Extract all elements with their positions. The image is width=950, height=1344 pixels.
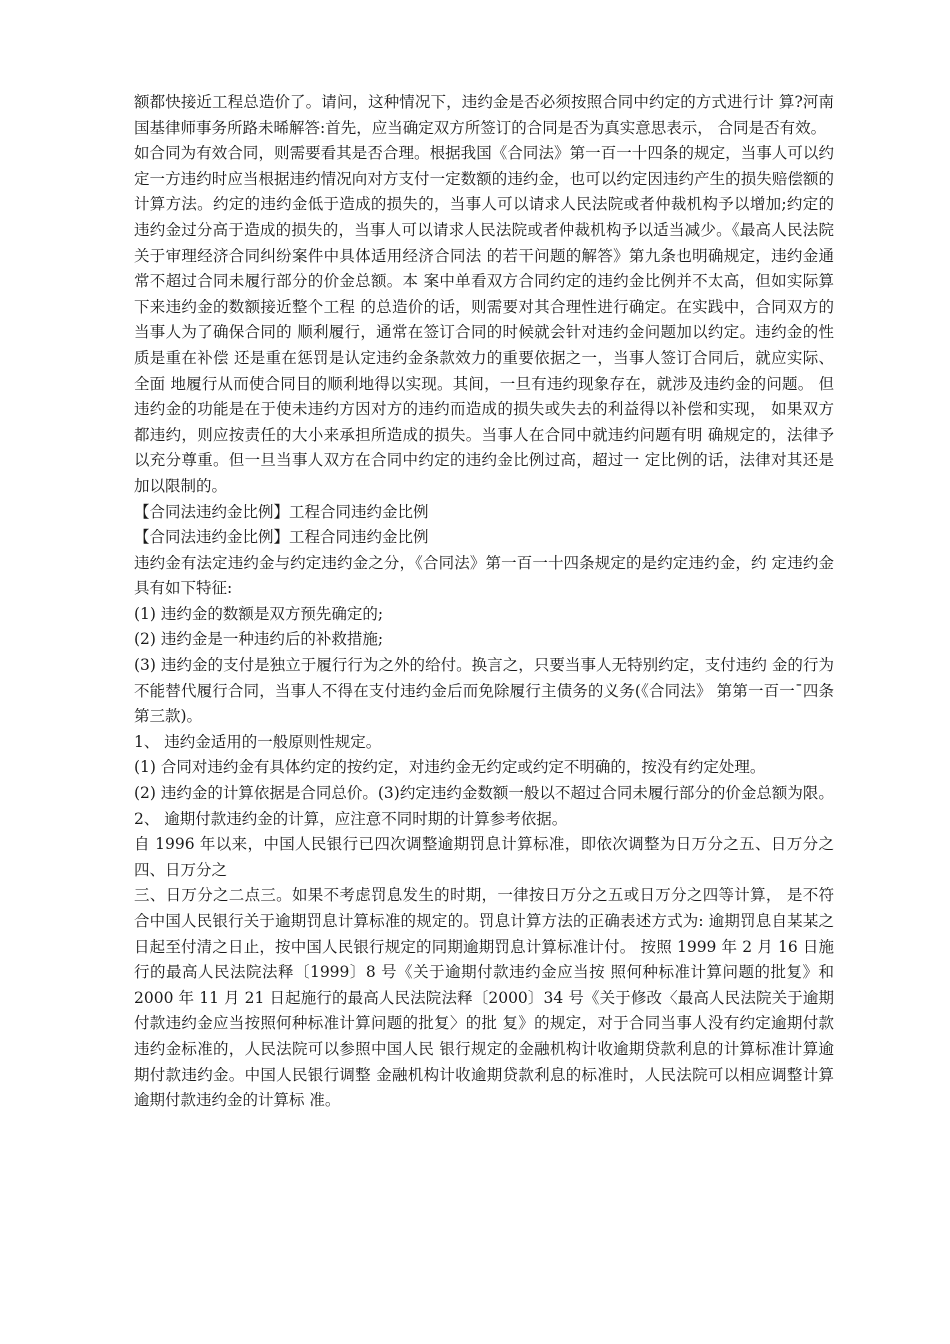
list-item: (3) 违约金的支付是独立于履行行为之外的给付。换言之，只要当事人无特别约定，支付违约 金的行为不能替代履行合同，当事人不得在支付违约金后而免除履行主债务的义务(《合同法》 第第一百一ˉ四条第三款)。	[134, 656, 834, 726]
list-item: (1) 违约金的数额是双方预先确定的;	[134, 604, 384, 623]
paragraph: 自 1996 年以来，中国人民银行已四次调整逾期罚息计算标准，即依次调整为日万分之五、日万分之四、日万分之	[134, 835, 834, 879]
numbered-heading: 1、 违约金适用的一般原则性规定。	[134, 732, 382, 751]
paragraph: 额都快接近工程总造价了。请问，这种情况下，违约金是否必须按照合同中约定的方式进行计 算?河南国基律师事务所路未晞解答:首先，应当确定双方所签订的合同是否为真实意思表示， 合同是否有效。	[134, 93, 834, 137]
paragraph: 违约金有法定违约金与约定违约金之分，《合同法》第一百一十四条规定的是约定违约金，约 定违约金具有如下特征:	[134, 553, 834, 598]
document-body	[134, 90, 834, 1114]
section-heading: 【合同法违约金比例】工程合同违约金比例	[134, 502, 429, 521]
paragraph: 三、日万分之二点三。如果不考虑罚息发生的时期，一律按日万分之五或日万分之四等计算， 是不符合中国人民银行关于逾期罚息计算标准的规定的。罚息计算方法的正确表述方式为: 逾期罚息自某某之日起至付清之日止，按中国人民银行规定的同期逾期罚息计算标准计付。 按照 1999 年 2 月 16 日施行的最高人民法院法释〔1999〕8 号《关于逾期付款违约金应当按 照何种标准计算问题的批复》和 2000 年 11 月 21 日起施行的最高人民法院法释〔2000〕34 号《关于修改〈最高人民法院关于逾期付款违约金应当按照何种标准计算问题的批复〉的批 复》的规定，对于合同当事人没有约定逾期付款违约金标准的，人民法院可以参照中国人民 银行规定的金融机构计收逾期贷款利息的计算标准计算逾期付款违约金。中国人民银行调整 金融机构计收逾期贷款利息的标准时，人民法院可以相应调整计算逾期付款违约金的计算标 准。	[134, 886, 834, 1110]
section-heading: 【合同法违约金比例】工程合同违约金比例	[134, 528, 429, 547]
paragraph: 如合同为有效合同，则需要看其是否合理。根据我国《合同法》第一百一十四条的规定，当事人可以约定一方违约时应当根据违约情况向对方支付一定数额的违约金，也可以约定因违约产生的损失赔偿额的计算方法。约定的违约金低于造成的损失的，当事人可以请求人民法院或者仲裁机构予以增加;约定的违约金过分高于造成的损失的，当事人可以请求人民法院或者仲裁机构予以适当减少。《最高人民法院关于审理经济合同纠纷案件中具体适用经济合同法 的若干问题的解答》第九条也明确规定，违约金通常不超过合同未履行部分的价金总额。本 案中单看双方合同约定的违约金比例并不太高，但如实际算下来违约金的数额接近整个工程 的总造价的话，则需要对其合理性进行确定。在实践中，合同双方的当事人为了确保合同的 顺利履行，通常在签订合同的时候就会针对违约金问题加以约定。违约金的性质是重在补偿 还是重在惩罚是认定违约金条款效力的重要依据之一，当事人签订合同后，就应实际、全面 地履行从而使合同目的顺利地得以实现。其间，一旦有违约现象存在，就涉及违约金的问题。 但违约金的功能是在于使未违约方因对方的违约而造成的损失或失去的利益得以补偿和实现， 如果双方都违约，则应按责任的大小来承担所造成的损失。当事人在合同中就违约问题有明 确规定的，法律予以充分尊重。但一旦当事人双方在合同中约定的违约金比例过高，超过一 定比例的话，法律对其还是加以限制的。	[134, 144, 834, 495]
numbered-heading: 2、 逾期付款违约金的计算，应注意不同时期的计算参考依据。	[134, 809, 568, 828]
list-item: (1) 合同对违约金有具体约定的按约定，对违约金无约定或约定不明确的，按没有约定处理。	[134, 758, 766, 777]
list-item: (2) 违约金是一种违约后的补救措施;	[134, 630, 384, 649]
list-item: (2) 违约金的计算依据是合同总价。(3)约定违约金数额一般以不超过合同未履行部分的价金总额为限。	[134, 784, 834, 803]
